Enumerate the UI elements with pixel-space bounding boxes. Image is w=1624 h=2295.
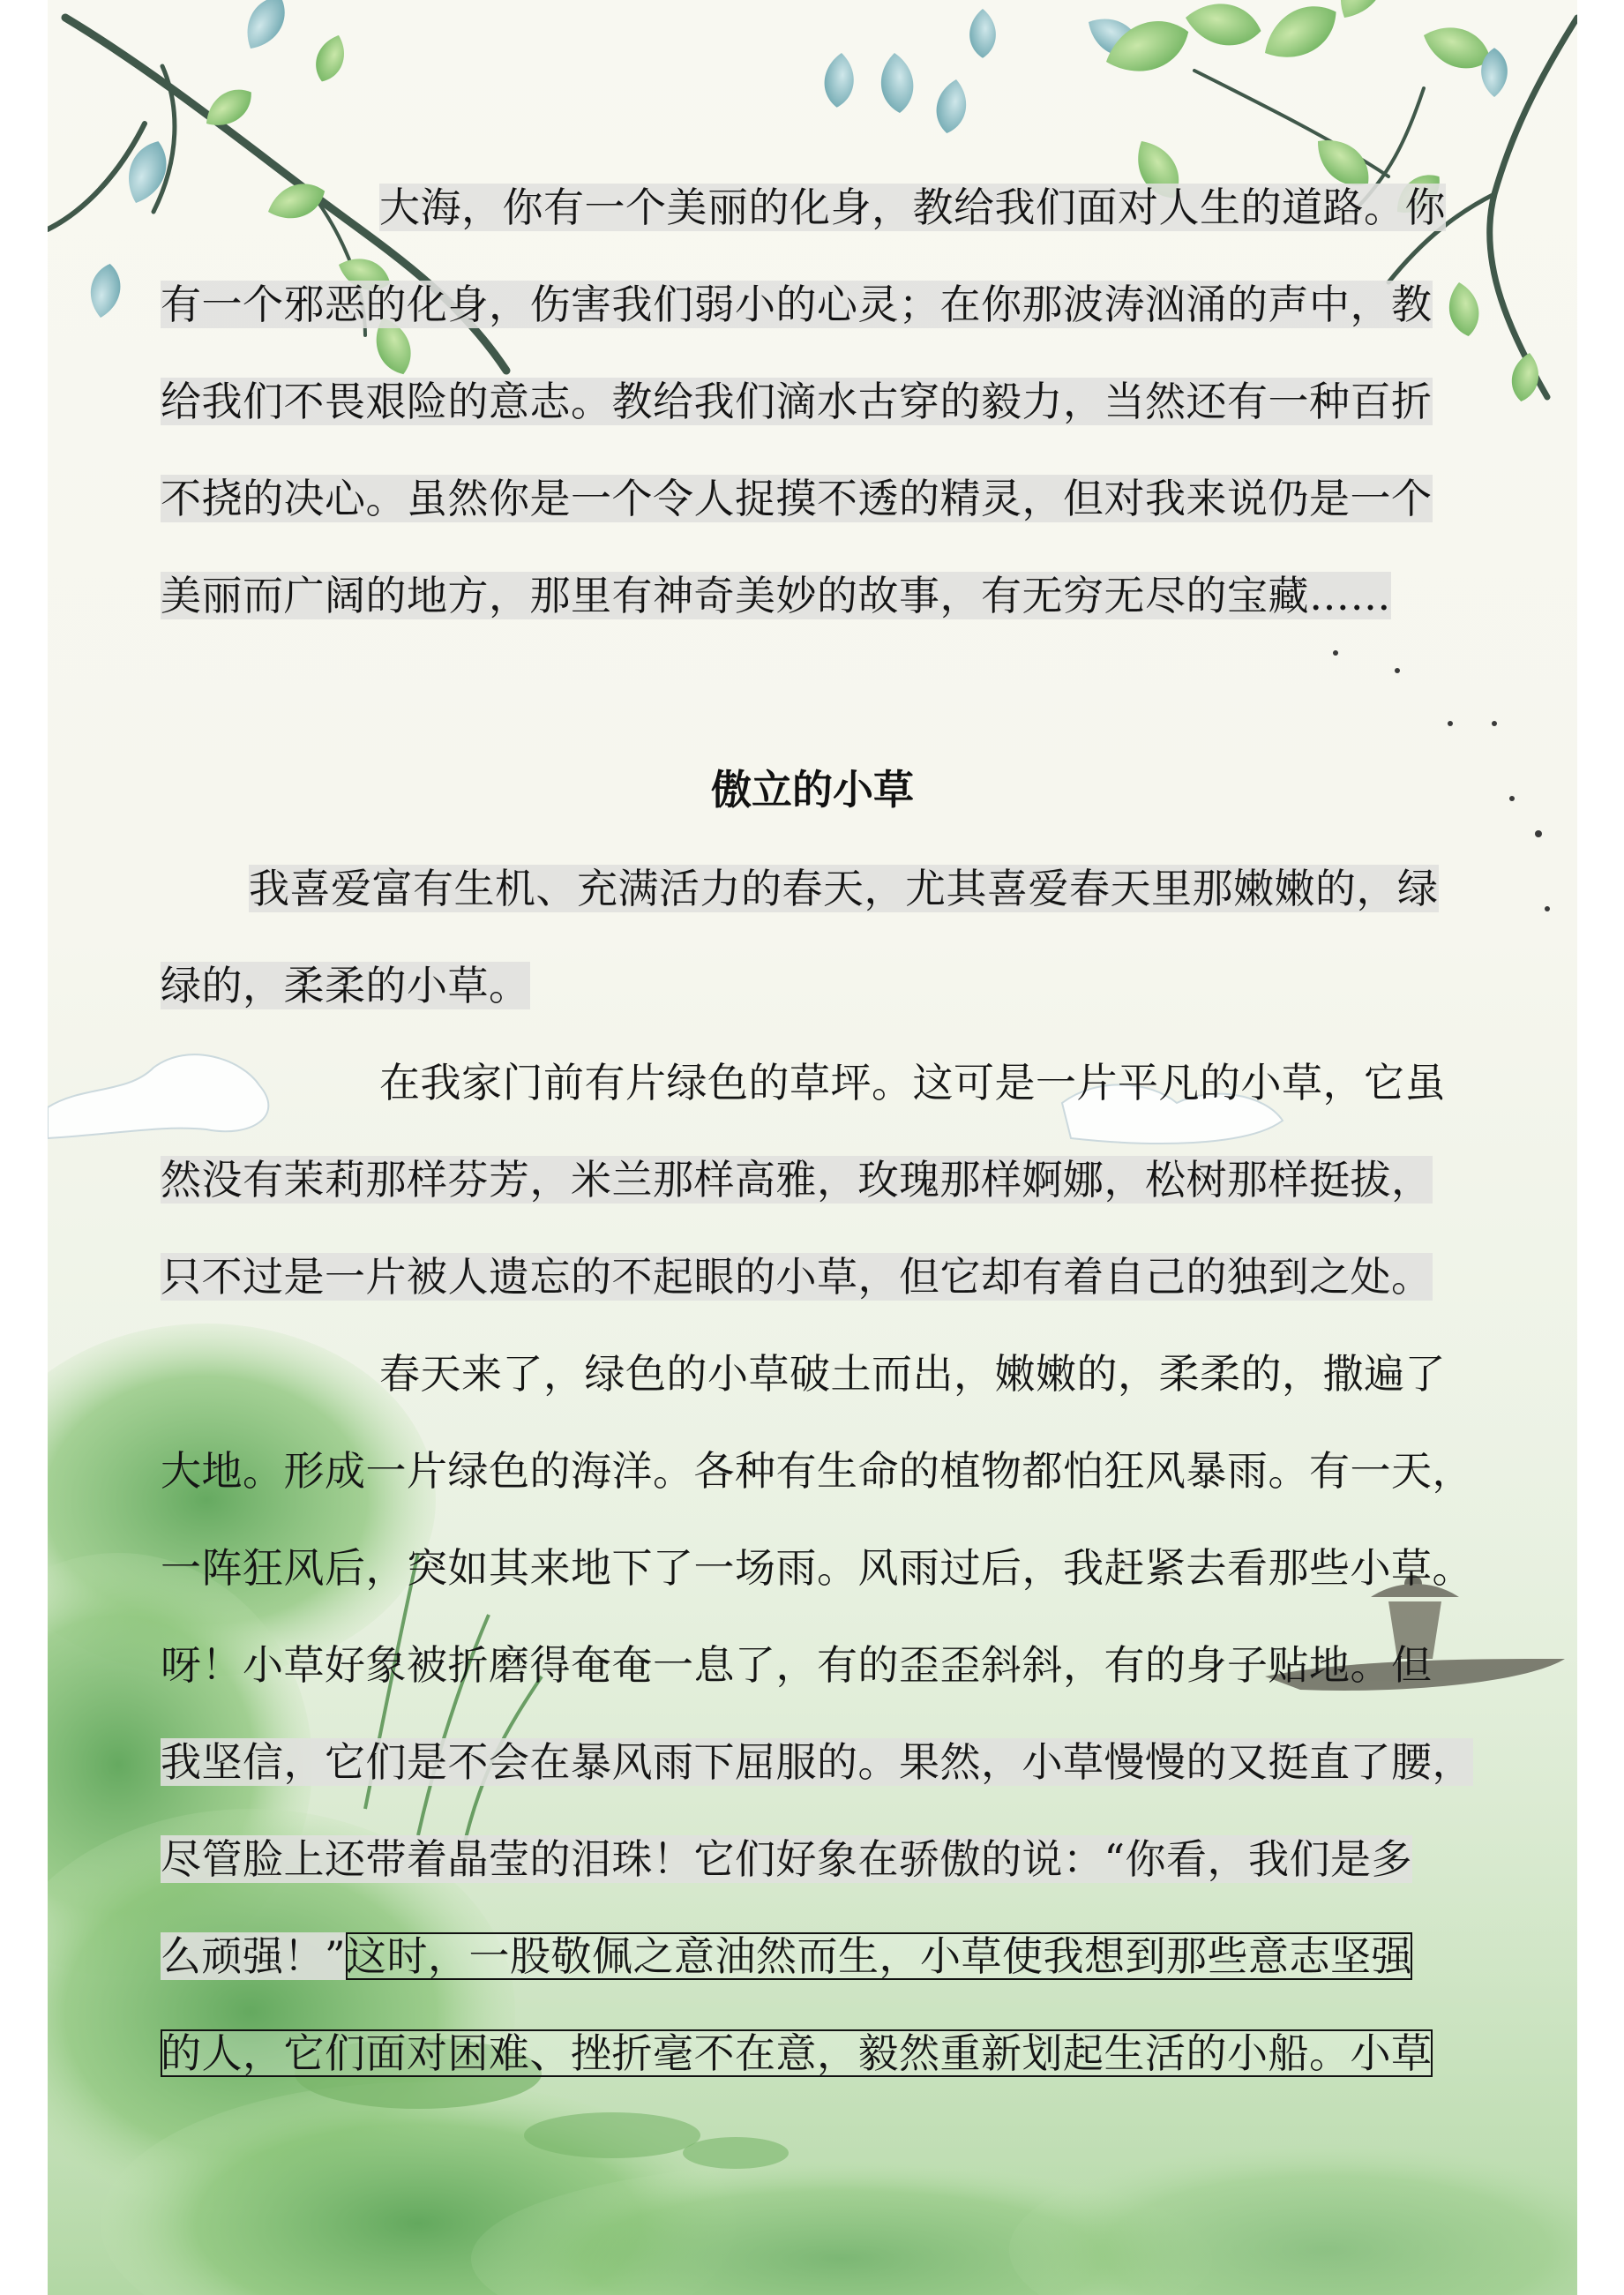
text-line: 美丽而广阔的地方，那里有神奇美妙的故事，有无穷无尽的宝藏…… [161,572,1391,619]
document-page [48,0,1577,2295]
boxed-text: 这时，一股敬佩之意油然而生，小草使我想到那些意志坚强 [346,1932,1413,1980]
text-line: 给我们不畏艰险的意志。教给我们滴水古穿的毅力，当然还有一种百折 [161,378,1433,425]
text-line: 呀！小草好象被折磨得奄奄一息了，有的歪歪斜斜，有的身子贴地。但 [161,1641,1433,1689]
text-line: 我喜爱富有生机、充满活力的春天，尤其喜爱春天里那嫩嫩的，绿 [249,865,1439,912]
text-line: 一阵狂风后，突如其来地下了一场雨。风雨过后，我赶紧去看那些小草。 [161,1544,1473,1592]
text-line: 只不过是一片被人遗忘的不起眼的小草，但它却有着自己的独到之处。 [161,1253,1433,1301]
text-line: 么顽强！” [161,1932,347,1980]
text-line: 在我家门前有片绿色的草坪。这可是一片平凡的小草，它虽 [379,1059,1446,1106]
text-line: 不挠的决心。虽然你是一个令人捉摸不透的精灵，但对我来说仍是一个 [161,475,1433,522]
boxed-text: 的人，它们面对困难、挫折毫不在意，毅然重新划起生活的小船。小草 [161,2029,1433,2077]
text-line: 春天来了，绿色的小草破土而出，嫩嫩的，柔柔的，撒遍了 [379,1350,1446,1398]
paragraph-3 [161,1325,1554,2102]
paragraph-2 [161,1034,1554,1325]
text-line: 尽管脸上还带着晶莹的泪珠！它们好象在骄傲的说：“你看，我们是多 [161,1835,1413,1883]
sea-paragraph [161,159,1554,644]
paragraph-1 [161,840,1554,1034]
essay-title: 傲立的小草 [711,766,914,814]
text-line: 我坚信，它们是不会在暴风雨下屈服的。果然，小草慢慢的又挺直了腰， [161,1738,1473,1786]
text-line: 有一个邪恶的化身，伤害我们弱小的心灵；在你那波涛汹涌的声中，教 [161,281,1433,328]
text-line: 大地。形成一片绿色的海洋。各种有生命的植物都怕狂风暴雨。有一天， [161,1447,1473,1495]
top-center-leaves [822,8,1149,136]
text-line: 然没有茉莉那样芬芳，米兰那样高雅，玫瑰那样婀娜，松树那样挺拔， [161,1156,1433,1204]
text-line: 大海，你有一个美丽的化身，教给我们面对人生的道路。你 [379,184,1446,231]
text-line: 绿的，柔柔的小草。 [161,962,530,1009]
